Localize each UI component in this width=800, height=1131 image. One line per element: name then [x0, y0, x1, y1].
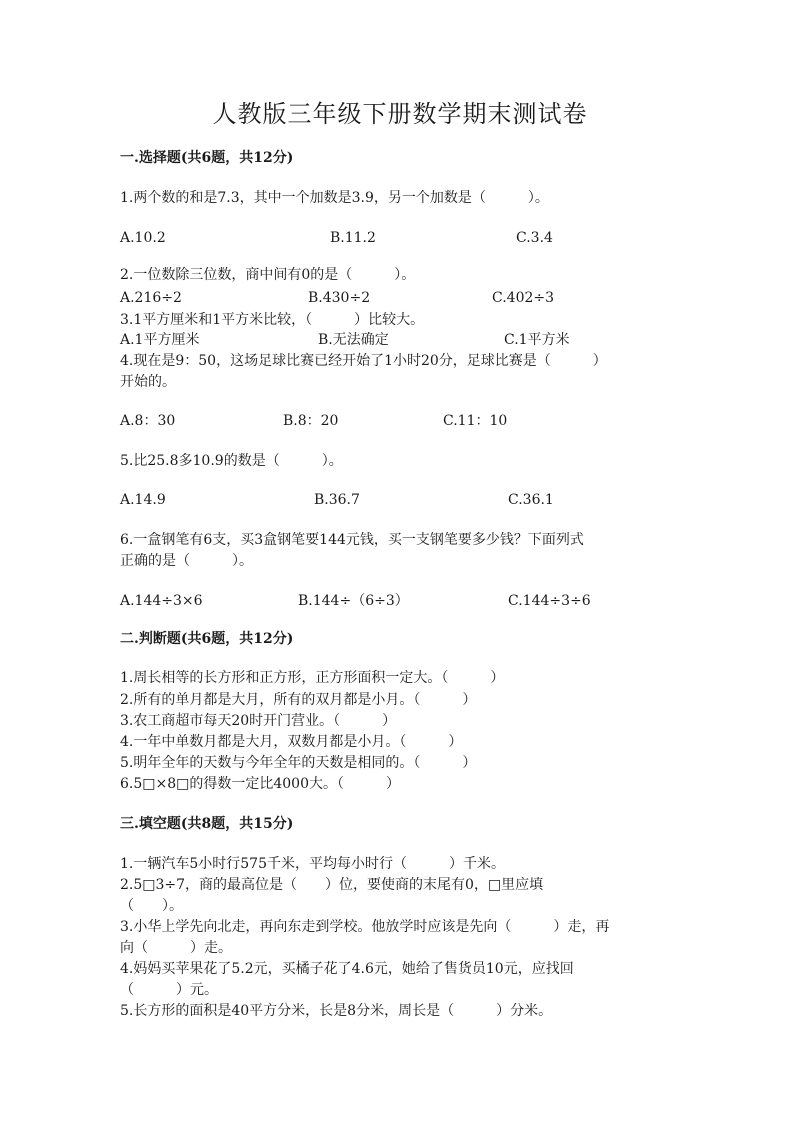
q1-option-b: B.11.2 — [330, 230, 376, 246]
judge-item-1: 1.周长相等的长方形和正方形，正方形面积一定大。（ ） — [120, 670, 505, 686]
q3-option-b: B.无法确定 — [318, 332, 389, 348]
q6-option-a: A.144÷3×6 — [120, 593, 203, 609]
question-1: 1.两个数的和是7.3，其中一个加数是3.9，另一个加数是（ ）。 — [120, 190, 549, 206]
q3-option-c: C.1平方米 — [504, 332, 570, 348]
q5-option-a: A.14.9 — [120, 492, 166, 508]
judge-item-4: 4.一年中单数月都是大月，双数月都是小月。（ ） — [120, 734, 463, 750]
section-heading-choice: 一.选择题(共6题，共12分) — [120, 150, 294, 166]
fill-line-7: （ ）元。 — [120, 982, 218, 998]
fill-line-2: 2.5□3÷7，商的最高位是（ ）位，要使商的末尾有0，□里应填 — [120, 877, 544, 893]
q1-option-c: C.3.4 — [516, 230, 553, 246]
question-2: 2.一位数除三位数，商中间有0的是（ ）。 — [120, 267, 416, 283]
q4-option-b: B.8：20 — [283, 413, 339, 429]
q4-option-c: C.11：10 — [443, 413, 508, 429]
fill-line-6: 4.妈妈买苹果花了5.2元，买橘子花了4.6元，她给了售货员10元，应找回 — [120, 961, 574, 977]
q4-option-a: A.8：30 — [120, 413, 176, 429]
q3-option-a: A.1平方厘米 — [120, 332, 200, 348]
question-6-line-1: 6.一盒钢笔有6支，买3盒钢笔要144元钱，买一支钢笔要多少钱？下面列式 — [120, 532, 584, 548]
question-6-line-2: 正确的是（ ）。 — [120, 553, 253, 569]
fill-line-3: （ ）。 — [120, 898, 183, 914]
question-5: 5.比25.8多10.9的数是（ ）。 — [120, 453, 343, 469]
judge-item-6: 6.5□×8□的得数一定比4000大。（ ） — [120, 776, 400, 792]
question-3: 3.1平方厘米和1平方米比较，（ ）比较大。 — [120, 312, 425, 328]
fill-line-5: 向（ ）走。 — [120, 940, 232, 956]
fill-line-4: 3.小华上学先向北走，再向东走到学校。他放学时应该是先向（ ）走，再 — [120, 919, 610, 935]
section-heading-judge: 二.判断题(共6题，共12分) — [120, 631, 294, 647]
q5-option-b: B.36.7 — [314, 492, 360, 508]
q2-option-b: B.430÷2 — [308, 290, 371, 306]
judge-item-2: 2.所有的单月都是大月，所有的双月都是小月。（ ） — [120, 692, 477, 708]
judge-item-3: 3.农工商超市每天20时开门营业。（ ） — [120, 713, 397, 729]
section-heading-fill: 三.填空题(共8题，共15分) — [120, 816, 294, 832]
judge-item-5: 5.明年全年的天数与今年全年的天数是相同的。（ ） — [120, 755, 477, 771]
fill-line-1: 1.一辆汽车5小时行575千米，平均每小时行（ ）千米。 — [120, 856, 505, 872]
q5-option-c: C.36.1 — [508, 492, 554, 508]
page-title: 人教版三年级下册数学期末测试卷 — [212, 100, 588, 128]
q6-option-c: C.144÷3÷6 — [508, 593, 591, 609]
q2-option-a: A.216÷2 — [120, 290, 182, 306]
q1-option-a: A.10.2 — [120, 230, 166, 246]
question-4-line-2: 开始的。 — [120, 374, 176, 390]
fill-line-8: 5.长方形的面积是40平方分米，长是8分米，周长是（ ）分米。 — [120, 1003, 553, 1019]
q2-option-c: C.402÷3 — [492, 290, 555, 306]
question-4-line-1: 4.现在是9：50，这场足球比赛已经开始了1小时20分，足球比赛是（ ） — [120, 353, 607, 369]
q6-option-b: B.144÷（6÷3） — [298, 593, 409, 609]
